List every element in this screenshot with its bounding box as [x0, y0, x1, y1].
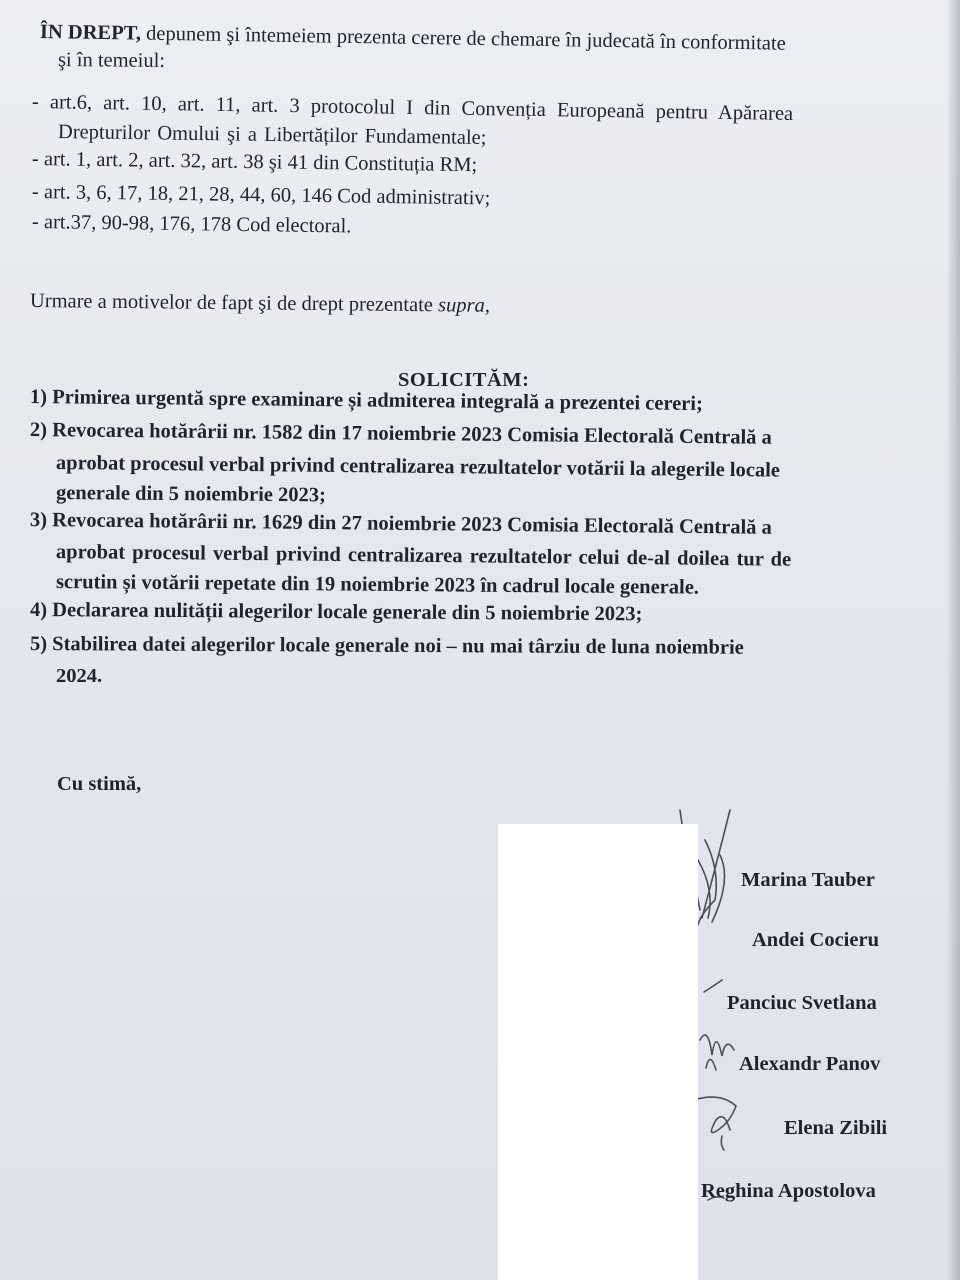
legal-basis-line: - art.37, 90-98, 176, 178 Cod electoral. — [31, 211, 352, 238]
request-item-2 — [30, 418, 772, 450]
request-item-1 — [30, 385, 703, 416]
request-item-5 — [30, 632, 744, 660]
request-text: Revocarea hotărârii nr. 1582 din 17 noiembrie 2023 Comisia Electorală Centrală a — [52, 419, 772, 449]
closing-salutation: Cu stimă, — [57, 773, 142, 795]
request-item-3-cont: aprobat procesul verbal privind centralizarea rezultatelor celui de-al doilea tur de — [55, 541, 792, 571]
legal-basis-line: Drepturilor Omului şi a Libertăților Fundamentale; — [57, 121, 487, 149]
signatory-name: Reghina Apostolova — [701, 1180, 876, 1202]
section-heading: SOLICITĂM: — [398, 369, 530, 391]
intro-lead: ÎN DREPT, — [39, 21, 142, 45]
signatory-name: Elena Zibili — [784, 1117, 888, 1139]
request-item-3 — [30, 508, 772, 540]
request-text: Stabilirea datei alegerilor locale generale noi – nu mai târziu de luna noiembrie — [52, 633, 744, 659]
legal-basis-text: - art.6, art. 10, art. 11, art. 3 protocolul I din Convenția Europeană pentru Apărarea — [31, 91, 794, 125]
transition-italic: supra, — [437, 294, 491, 317]
request-num: 5) — [29, 633, 48, 656]
signatory-name: Marina Tauber — [741, 869, 875, 891]
intro-line-1 — [40, 20, 880, 57]
transition-line — [30, 289, 490, 318]
request-text: Primirea urgentă spre examinare și admiterea integrală a prezentei cereri; — [52, 386, 703, 416]
request-text: Declararea nulității alegerilor locale generale din 5 noiembrie 2023; — [52, 599, 643, 626]
signatory-name: Panciuc Svetlana — [727, 992, 877, 1014]
transition-text: Urmare a motivelor de fapt şi de drept prezentate — [29, 290, 439, 317]
signatory-name: Andei Cocieru — [752, 929, 879, 951]
request-item-4 — [30, 598, 643, 626]
request-num: 1) — [29, 386, 48, 409]
legal-basis-line: - art. 1, art. 2, art. 32, art. 38 şi 41 din Constituția RM; — [31, 148, 478, 177]
legal-basis-line: - art. 3, 6, 17, 18, 21, 28, 44, 60, 146 Cod administrativ; — [31, 181, 491, 210]
redaction-box — [498, 824, 698, 1280]
request-item-5-cont: 2024. — [56, 665, 103, 687]
request-num: 2) — [29, 419, 48, 442]
request-num: 3) — [29, 509, 48, 532]
signatory-name: Alexandr Panov — [739, 1053, 881, 1075]
request-num: 4) — [29, 599, 48, 622]
request-item-3-cont: scrutin și votării repetate din 19 noiembrie 2023 în cadrul locale generale. — [55, 571, 700, 599]
request-item-2-cont: aprobat procesul verbal privind centralizarea rezultatelor votării la alegerile locale — [55, 452, 781, 482]
intro-line-2: şi în temeiul: — [57, 49, 166, 72]
request-text: Revocarea hotărârii nr. 1629 din 27 noiembrie 2023 Comisia Electorală Centrală a — [52, 509, 772, 539]
intro-lead-rest: depunem şi întemeiem prezenta cerere de chemare în judecată în conformitate — [140, 22, 786, 55]
request-item-2-cont: generale din 5 noiembrie 2023; — [55, 482, 326, 507]
